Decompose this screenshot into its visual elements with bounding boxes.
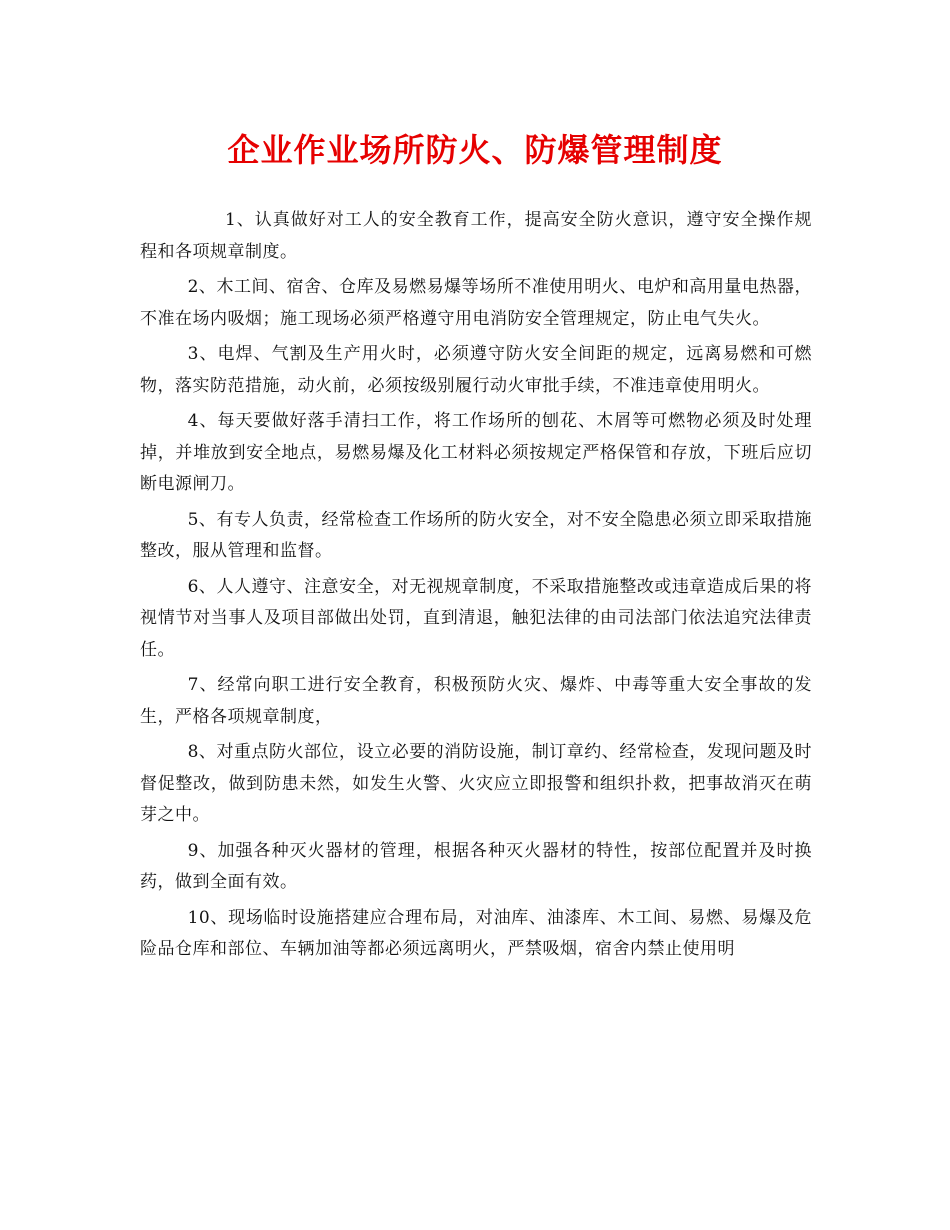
document-body <box>140 205 812 970</box>
rule-paragraph-5: 5、有专人负责，经常检查工作场所的防火安全，对不安全隐患必须立即采取措施整改，服从管理和监督。 <box>140 509 812 561</box>
rule-paragraph-8: 8、对重点防火部位，设立必要的消防设施，制订章约、经常检查，发现问题及时督促整改，做到防患未然，如发生火警、火灾应立即报警和组织扑救，把事故消灭在萌芽之中。 <box>140 742 812 825</box>
rule-paragraph-2: 2、木工间、宿舍、仓库及易燃易爆等场所不准使用明火、电炉和高用量电热器，不准在场内吸烟；施工现场必须严格遵守用电消防安全管理规定，防止电气失火。 <box>140 277 812 329</box>
rule-paragraph-7: 7、经常向职工进行安全教育，积极预防火灾、爆炸、中毒等重大安全事故的发生，严格各项规章制度， <box>140 675 812 727</box>
rule-paragraph-1: 1、认真做好对工人的安全教育工作，提高安全防火意识，遵守安全操作规程和各项规章制度。 <box>140 210 812 262</box>
rule-paragraph-6: 6、人人遵守、注意安全，对无视规章制度，不采取措施整改或违章造成后果的将视情节对当事人及项目部做出处罚，直到清退，触犯法律的由司法部门依法追究法律责任。 <box>140 576 812 660</box>
rule-paragraph-10: 10、现场临时设施搭建应合理布局，对油库、油漆库、木工间、易燃、易爆及危险品仓库和部位、车辆加油等都必须远离明火，严禁吸烟，宿舍内禁止使用明 <box>140 907 812 959</box>
document-title: 企业作业场所防火、防爆管理制度 <box>227 131 723 169</box>
rule-paragraph-3: 3、电焊、气割及生产用火时，必须遵守防火安全间距的规定，远离易燃和可燃物，落实防范措施，动火前，必须按级别履行动火审批手续，不准违章使用明火。 <box>140 344 812 396</box>
rule-paragraph-4: 4、每天要做好落手清扫工作，将工作场所的刨花、木屑等可燃物必须及时处理掉，并堆放到安全地点，易燃易爆及化工材料必须按规定严格保管和存放，下班后应切断电源闸刀。 <box>140 411 812 494</box>
rule-paragraph-9: 9、加强各种灭火器材的管理，根据各种灭火器材的特性，按部位配置并及时换药，做到全面有效。 <box>140 840 812 892</box>
